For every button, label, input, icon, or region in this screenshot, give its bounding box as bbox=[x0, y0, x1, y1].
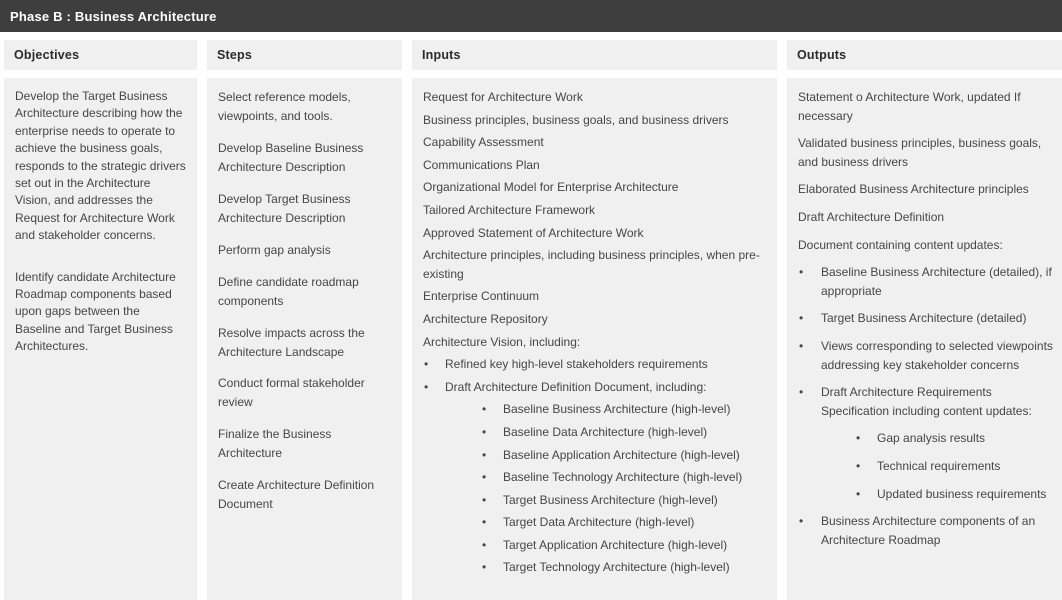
item-text: Create Architecture Definition Document bbox=[218, 478, 375, 512]
item-text: Business Architecture components of an Architecture Roadmap bbox=[821, 514, 1036, 547]
item-text: Statement o Architecture Work, updated If necessary bbox=[798, 90, 1021, 123]
bullet-icon: • bbox=[856, 458, 861, 473]
list-item bbox=[423, 378, 769, 397]
list-item bbox=[423, 491, 769, 510]
column-outputs bbox=[787, 40, 1062, 600]
column-header-objectives bbox=[4, 40, 197, 70]
column-body-objectives bbox=[4, 78, 197, 600]
list-item bbox=[798, 309, 1054, 328]
bullet-icon: • bbox=[482, 537, 487, 552]
item-text: Validated business principles, business goals, and business drivers bbox=[798, 136, 1042, 169]
phase-title: Phase B : Business Architecture bbox=[10, 8, 217, 24]
list-item bbox=[423, 201, 769, 220]
list-item bbox=[218, 476, 394, 514]
list-item bbox=[423, 88, 769, 107]
column-body-inputs bbox=[412, 78, 777, 600]
list-item bbox=[218, 88, 394, 126]
list-item bbox=[798, 208, 1054, 227]
column-header-steps bbox=[207, 40, 402, 70]
list-item bbox=[423, 156, 769, 175]
list-item bbox=[218, 190, 394, 228]
item-text: Define candidate roadmap components bbox=[218, 274, 359, 308]
item-text: Baseline Business Architecture (detailed), if appropriate bbox=[821, 265, 1052, 298]
column-title-outputs: Outputs bbox=[797, 48, 847, 62]
columns-container bbox=[0, 40, 1062, 600]
bullet-icon: • bbox=[856, 486, 861, 501]
bullet-icon: • bbox=[799, 311, 804, 326]
bullet-icon: • bbox=[856, 431, 861, 446]
bullet-icon: • bbox=[482, 424, 487, 439]
item-text: Target Data Architecture (high-level) bbox=[503, 515, 695, 530]
column-title-inputs: Inputs bbox=[422, 48, 461, 62]
list-item bbox=[423, 224, 769, 243]
list-item bbox=[798, 512, 1054, 549]
list-item bbox=[798, 485, 1054, 504]
item-text: Technical requirements bbox=[877, 458, 1001, 473]
list-item bbox=[423, 558, 769, 577]
column-body-outputs bbox=[787, 78, 1062, 600]
list-item bbox=[798, 88, 1054, 125]
bullet-icon: • bbox=[799, 514, 804, 529]
list-item bbox=[423, 355, 769, 374]
list-item bbox=[423, 536, 769, 555]
column-inputs bbox=[412, 40, 777, 600]
list-item bbox=[218, 425, 394, 463]
item-text: Draft Architecture Definition bbox=[798, 209, 945, 224]
column-header-outputs bbox=[787, 40, 1062, 70]
item-text: Draft Architecture Definition Document, including: bbox=[445, 379, 707, 394]
item-text: Baseline Business Architecture (high-level) bbox=[503, 402, 731, 417]
item-text: Approved Statement of Architecture Work bbox=[423, 225, 644, 240]
item-text: Architecture Repository bbox=[423, 311, 548, 326]
item-text: Target Application Architecture (high-level) bbox=[503, 537, 728, 552]
list-item bbox=[423, 133, 769, 152]
bullet-icon: • bbox=[482, 492, 487, 507]
list-item bbox=[423, 246, 769, 283]
list-item bbox=[798, 134, 1054, 171]
list-item bbox=[798, 236, 1054, 255]
bullet-icon: • bbox=[799, 338, 804, 353]
item-text: Target Business Architecture (detailed) bbox=[821, 311, 1027, 326]
list-item bbox=[798, 337, 1054, 374]
item-text: Document containing content updates: bbox=[798, 237, 1003, 252]
column-body-steps bbox=[207, 78, 402, 600]
list-item bbox=[218, 241, 394, 260]
list-item bbox=[423, 423, 769, 442]
bullet-icon: • bbox=[482, 470, 487, 485]
list-item bbox=[798, 429, 1054, 448]
item-text: Develop Baseline Business Architecture Description bbox=[218, 140, 364, 174]
bullet-icon: • bbox=[482, 560, 487, 575]
item-text: Architecture principles, including business principles, when pre-existing bbox=[423, 248, 760, 281]
list-item bbox=[423, 400, 769, 419]
list-item bbox=[423, 446, 769, 465]
column-title-steps: Steps bbox=[217, 48, 253, 62]
bullet-icon: • bbox=[482, 402, 487, 417]
item-text: Target Technology Architecture (high-level) bbox=[503, 560, 730, 575]
item-text: Identify candidate Architecture Roadmap components based upon gaps between the Baseline and Target Business Architectures. bbox=[15, 269, 176, 354]
item-text: Updated business requirements bbox=[877, 486, 1047, 501]
list-item bbox=[423, 513, 769, 532]
item-text: Resolve impacts across the Architecture Landscape bbox=[218, 325, 365, 359]
list-item bbox=[218, 374, 394, 412]
item-text: Elaborated Business Architecture principles bbox=[798, 182, 1029, 197]
item-text: Organizational Model for Enterprise Architecture bbox=[423, 180, 679, 195]
item-text: Finalize the Business Architecture bbox=[218, 427, 332, 461]
list-item bbox=[798, 457, 1054, 476]
bullet-icon: • bbox=[482, 447, 487, 462]
item-text: Baseline Technology Architecture (high-level) bbox=[503, 470, 743, 485]
column-header-inputs bbox=[412, 40, 777, 70]
list-item bbox=[218, 324, 394, 362]
item-text: Draft Architecture Requirements Specification including content updates: bbox=[821, 385, 1032, 418]
bullet-icon: • bbox=[799, 385, 804, 400]
list-item bbox=[423, 333, 769, 352]
item-text: Conduct formal stakeholder review bbox=[218, 376, 365, 410]
column-steps bbox=[207, 40, 402, 600]
item-text: Develop Target Business Architecture Description bbox=[218, 191, 351, 225]
item-text: Target Business Architecture (high-level) bbox=[503, 492, 718, 507]
list-item bbox=[423, 287, 769, 306]
item-text: Select reference models, viewpoints, and tools. bbox=[218, 90, 351, 123]
list-item bbox=[15, 269, 189, 356]
list-item bbox=[798, 263, 1054, 300]
phase-title-bar bbox=[0, 0, 1062, 32]
item-text: Enterprise Continuum bbox=[423, 289, 540, 304]
item-text: Capability Assessment bbox=[423, 135, 544, 150]
list-item bbox=[423, 468, 769, 487]
list-item bbox=[423, 178, 769, 197]
item-text: Refined key high-level stakeholders requirements bbox=[445, 357, 708, 372]
item-text: Perform gap analysis bbox=[218, 242, 331, 257]
list-item bbox=[423, 310, 769, 329]
item-text: Request for Architecture Work bbox=[423, 90, 583, 104]
bullet-icon: • bbox=[424, 379, 429, 394]
item-text: Tailored Architecture Framework bbox=[423, 202, 596, 217]
item-text: Baseline Data Architecture (high-level) bbox=[503, 424, 708, 439]
item-text: Communications Plan bbox=[423, 157, 540, 172]
list-item bbox=[798, 180, 1054, 199]
item-text: Gap analysis results bbox=[877, 431, 986, 446]
bullet-icon: • bbox=[424, 357, 429, 372]
list-item bbox=[423, 111, 769, 130]
item-text: Baseline Application Architecture (high-level) bbox=[503, 447, 740, 462]
column-title-objectives: Objectives bbox=[14, 48, 80, 62]
item-text: Views corresponding to selected viewpoints addressing key stakeholder concerns bbox=[821, 338, 1053, 372]
column-objectives bbox=[4, 40, 197, 600]
item-text: Develop the Target Business Architecture describing how the enterprise needs to operate to achieve the business goals, responds to the strategic drivers set out in the Architecture Vision, and addresses the Request for Architecture Work and stakeholder concerns. bbox=[15, 89, 186, 243]
item-text: Business principles, business goals, and business drivers bbox=[423, 112, 729, 127]
list-item bbox=[798, 383, 1054, 420]
item-text: Architecture Vision, including: bbox=[423, 334, 581, 349]
list-item bbox=[218, 139, 394, 177]
list-item bbox=[15, 88, 189, 245]
bullet-icon: • bbox=[799, 265, 804, 280]
list-item bbox=[218, 273, 394, 311]
bullet-icon: • bbox=[482, 515, 487, 530]
